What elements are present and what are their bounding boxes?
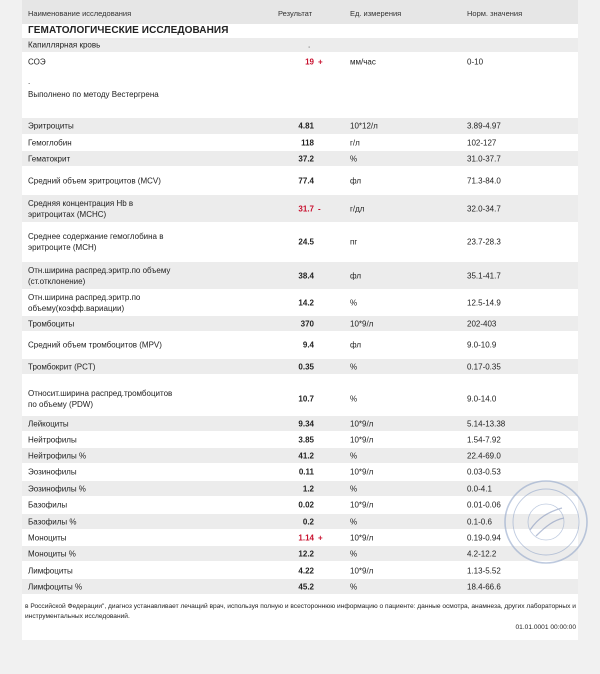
table-row bbox=[22, 223, 578, 261]
footer-note: в Российской Федерации", диагноз устанавливает лечащий врач, используя полную и всестороннюю информацию о пациенте: данные осмотра, анамнеза, других лабораторных и инструментальных исследований. bbox=[25, 603, 576, 620]
sample-label: Капиллярная кровь bbox=[28, 40, 101, 50]
result-unit: % bbox=[350, 582, 358, 591]
table-row bbox=[22, 195, 578, 222]
result-norm: 1.54-7.92 bbox=[467, 435, 501, 444]
table-row bbox=[22, 383, 578, 415]
result-name: Средняя концентрация Hb в эритроцитах (MCHC) bbox=[28, 198, 134, 219]
result-norm: 0.19-0.94 bbox=[467, 533, 501, 542]
result-name: Моноциты % bbox=[28, 549, 76, 558]
table-row bbox=[22, 563, 578, 578]
result-name: Лимфоциты % bbox=[28, 582, 83, 591]
result-name: Эозинофилы bbox=[28, 467, 77, 476]
result-name: Нейтрофилы % bbox=[28, 451, 87, 460]
result-value: 38.4 bbox=[298, 271, 314, 280]
header-name: Наименование исследования bbox=[28, 9, 132, 18]
result-value: 9.4 bbox=[302, 340, 314, 350]
result-unit: 10*9/л bbox=[350, 500, 374, 509]
result-name: Тромбоциты bbox=[28, 319, 75, 328]
result-name: Тромбокрит (PCT) bbox=[28, 362, 96, 371]
result-unit: % bbox=[350, 394, 358, 404]
table-row bbox=[22, 135, 578, 150]
result-norm: 0.17-0.35 bbox=[467, 362, 501, 371]
table-row bbox=[22, 332, 578, 358]
result-value: 0.02 bbox=[298, 500, 314, 509]
result-name: Лейкоциты bbox=[28, 419, 69, 428]
result-unit: 10*9/л bbox=[350, 533, 374, 542]
result-norm: 3.89-4.97 bbox=[467, 121, 501, 131]
esr-name: СОЭ bbox=[28, 57, 46, 67]
result-norm: 18.4-66.6 bbox=[467, 582, 501, 591]
section-title: ГЕМАТОЛОГИЧЕСКИЕ ИССЛЕДОВАНИЯ bbox=[28, 25, 229, 36]
esr-note-marker: . bbox=[28, 77, 31, 86]
table-row bbox=[22, 316, 578, 331]
result-norm: 12.5-14.9 bbox=[467, 298, 501, 307]
table-row bbox=[22, 289, 578, 316]
result-unit: 10*9/л bbox=[350, 419, 374, 428]
result-unit: 10*9/л bbox=[350, 467, 374, 476]
result-name: Моноциты bbox=[28, 533, 67, 542]
result-name: Нейтрофилы bbox=[28, 435, 77, 444]
result-value: 4.81 bbox=[298, 121, 314, 131]
header-unit: Ед. измерения bbox=[350, 9, 402, 18]
result-value: 1.14 bbox=[298, 533, 314, 542]
result-unit: 10*9/л bbox=[350, 566, 374, 575]
result-name: Отн.ширина распред.эритр.по объему(коэфф.вариации) bbox=[28, 292, 141, 313]
esr-row bbox=[22, 54, 578, 70]
table-header bbox=[22, 0, 578, 24]
method-note: Выполнено по методу Вестергрена bbox=[28, 90, 159, 99]
result-name: Базофилы % bbox=[28, 517, 77, 526]
table-row bbox=[22, 359, 578, 374]
table-row bbox=[22, 262, 578, 289]
result-norm: 1.13-5.52 bbox=[467, 566, 501, 575]
result-value: 0.35 bbox=[298, 362, 314, 371]
table-row bbox=[22, 579, 578, 594]
result-value: 41.2 bbox=[298, 451, 314, 460]
result-name: Относит.ширина распред.тромбоцитов по объему (PDW) bbox=[28, 389, 173, 409]
result-norm: 9.0-14.0 bbox=[467, 394, 497, 404]
timestamp: 01.01.0001 00:00:00 bbox=[515, 624, 576, 631]
result-norm: 22.4-69.0 bbox=[467, 451, 501, 460]
result-norm: 35.1-41.7 bbox=[467, 271, 501, 280]
result-norm: 4.2-12.2 bbox=[467, 549, 497, 558]
result-value: 4.22 bbox=[298, 566, 314, 575]
table-row bbox=[22, 151, 578, 166]
result-unit: % bbox=[350, 484, 358, 493]
sample-marker: . bbox=[308, 40, 311, 50]
result-unit: 10*9/л bbox=[350, 435, 374, 444]
table-row bbox=[22, 167, 578, 194]
result-value: 37.2 bbox=[298, 154, 314, 163]
result-unit: % bbox=[350, 298, 358, 307]
result-norm: 0.1-0.6 bbox=[467, 517, 492, 526]
result-unit: % bbox=[350, 451, 358, 460]
result-value: 118 bbox=[301, 138, 314, 147]
result-value: 77.4 bbox=[298, 176, 314, 185]
result-unit: 10*12/л bbox=[350, 121, 378, 131]
table-row bbox=[22, 432, 578, 447]
result-value: 24.5 bbox=[298, 237, 314, 247]
result-unit: % bbox=[350, 362, 358, 371]
table-row bbox=[22, 464, 578, 479]
esr-value: 19 bbox=[305, 57, 314, 67]
result-norm: 0.0-4.1 bbox=[467, 484, 492, 493]
result-name: Эритроциты bbox=[28, 121, 74, 131]
result-value: 31.7 bbox=[298, 204, 314, 213]
result-norm: 0.03-0.53 bbox=[467, 467, 501, 476]
result-value: 0.2 bbox=[302, 517, 314, 526]
result-unit: пг bbox=[350, 237, 358, 247]
result-value: 370 bbox=[300, 319, 314, 328]
result-unit: % bbox=[350, 154, 358, 163]
result-unit: фл bbox=[350, 271, 362, 280]
result-norm: 32.0-34.7 bbox=[467, 204, 501, 213]
result-unit: г/л bbox=[350, 138, 360, 147]
result-unit: фл bbox=[350, 176, 362, 185]
result-value: 14.2 bbox=[298, 298, 314, 307]
result-norm: 0.01-0.06 bbox=[467, 500, 501, 509]
result-name: Средний объем тромбоцитов (MPV) bbox=[28, 340, 162, 350]
result-name: Базофилы bbox=[28, 500, 68, 509]
result-norm: 23.7-28.3 bbox=[467, 237, 501, 247]
result-value: 12.2 bbox=[298, 549, 314, 558]
result-unit: г/дл bbox=[350, 204, 365, 213]
table-row bbox=[22, 497, 578, 512]
result-name: Лимфоциты bbox=[28, 566, 73, 575]
result-value: 0.11 bbox=[298, 467, 314, 476]
stamp-seal-icon bbox=[502, 478, 590, 566]
table-row bbox=[22, 416, 578, 431]
table-row bbox=[22, 118, 578, 134]
esr-unit: мм/час bbox=[350, 57, 376, 67]
result-name: Среднее содержание гемоглобина в эритроците (MCH) bbox=[28, 232, 164, 252]
sample-row bbox=[22, 38, 578, 52]
result-name: Эозинофилы % bbox=[28, 484, 86, 493]
result-value: 9.34 bbox=[298, 419, 314, 428]
result-flag: + bbox=[318, 533, 323, 542]
result-unit: 10*9/л bbox=[350, 319, 374, 328]
table-row bbox=[22, 546, 578, 561]
result-value: 1.2 bbox=[302, 484, 314, 493]
esr-norm: 0-10 bbox=[467, 57, 484, 67]
result-norm: 102-127 bbox=[467, 138, 497, 147]
result-norm: 31.0-37.7 bbox=[467, 154, 501, 163]
result-norm: 9.0-10.9 bbox=[467, 340, 497, 350]
result-norm: 71.3-84.0 bbox=[467, 176, 501, 185]
result-value: 3.85 bbox=[298, 435, 314, 444]
result-name: Средний объем эритроцитов (MCV) bbox=[28, 176, 161, 185]
lab-report-sheet bbox=[22, 0, 578, 640]
table-row bbox=[22, 481, 578, 496]
result-norm: 202-403 bbox=[467, 319, 497, 328]
result-value: 45.2 bbox=[298, 582, 314, 591]
result-unit: фл bbox=[350, 340, 362, 350]
result-name: Гемоглобин bbox=[28, 138, 72, 147]
table-row bbox=[22, 530, 578, 545]
esr-flag: + bbox=[318, 57, 323, 67]
table-row bbox=[22, 448, 578, 463]
header-result: Результат bbox=[278, 9, 313, 18]
result-unit: % bbox=[350, 517, 358, 526]
result-name: Отн.ширина распред.эритр.по объему (ст.отклонение) bbox=[28, 265, 171, 286]
result-name: Гематокрит bbox=[28, 154, 71, 163]
result-unit: % bbox=[350, 549, 358, 558]
result-norm: 5.14-13.38 bbox=[467, 419, 506, 428]
table-row bbox=[22, 514, 578, 529]
result-value: 10.7 bbox=[298, 394, 314, 404]
header-norm: Норм. значения bbox=[467, 9, 523, 18]
result-flag: - bbox=[318, 204, 321, 213]
